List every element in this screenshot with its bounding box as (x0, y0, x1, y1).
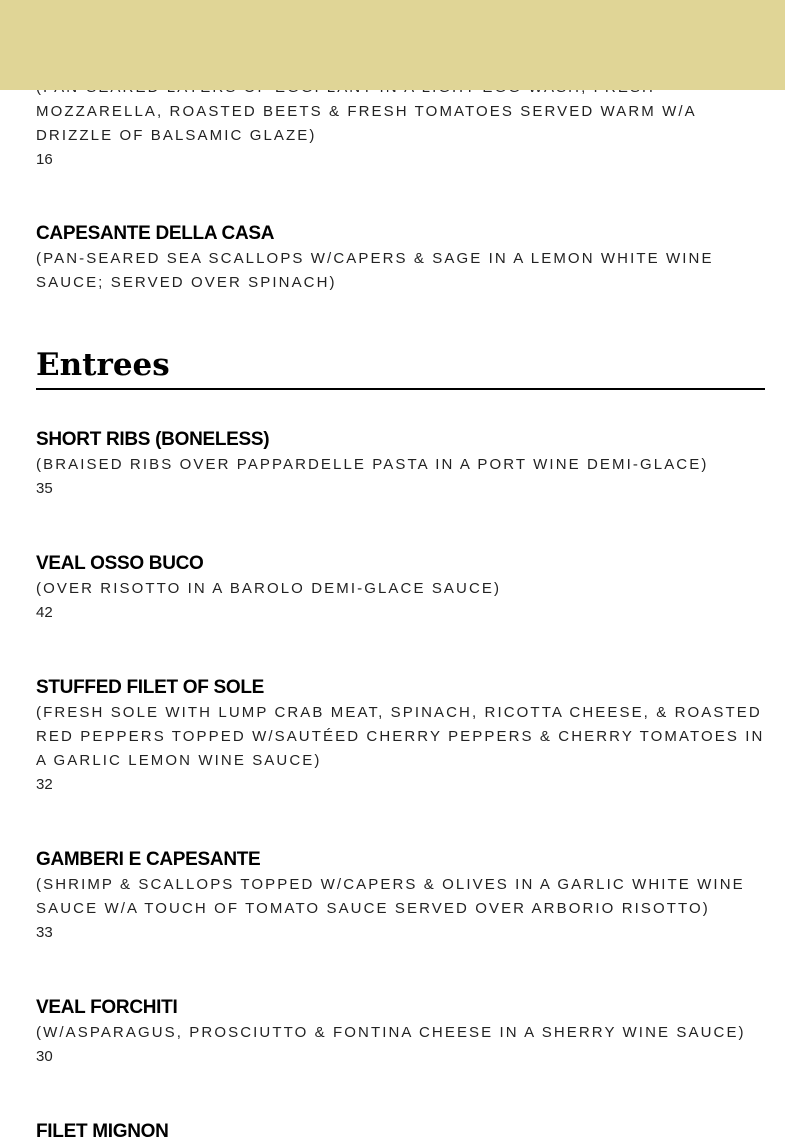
item-name: GAMBERI E CAPESANTE (36, 849, 261, 870)
item-description-line: RED PEPPERS TOPPED W/SAUTÉED CHERRY PEPPERS & CHERRY TOMATOES IN (36, 728, 765, 745)
item-description-line: (BRAISED RIBS OVER PAPPARDELLE PASTA IN A PORT WINE DEMI-GLACE) (36, 456, 709, 473)
menu-item-gamberi-capesante (36, 847, 746, 945)
item-description-line: (OVER RISOTTO IN A BAROLO DEMI-GLACE SAUCE) (36, 580, 502, 597)
section-title-entrees: Entrees (36, 345, 765, 390)
item-name: VEAL FORCHITI (36, 997, 178, 1018)
item-name: VEAL OSSO BUCO (36, 553, 204, 574)
menu-item-veal-forchiti (36, 995, 746, 1069)
item-name: SHORT RIBS (BONELESS) (36, 429, 270, 450)
menu-item-veal-osso-buco (36, 551, 746, 625)
item-price: 16 (36, 151, 53, 168)
header-bar (0, 0, 785, 90)
menu-item-capesante (36, 221, 746, 295)
menu-item-short-ribs (36, 427, 746, 501)
menu-item-stuffed-sole (36, 675, 765, 797)
item-price: 35 (36, 480, 53, 497)
item-description-line: (PAN-SEARED SEA SCALLOPS W/CAPERS & SAGE IN A LEMON WHITE WINE (36, 250, 714, 267)
item-price: 33 (36, 924, 53, 941)
item-description-line: DRIZZLE OF BALSAMIC GLAZE) (36, 127, 317, 144)
item-price: 42 (36, 604, 53, 621)
item-description-line: A GARLIC LEMON WINE SAUCE) (36, 752, 322, 769)
item-name: FILET MIGNON (36, 1121, 169, 1140)
item-description-line: MOZZARELLA, ROASTED BEETS & FRESH TOMATOES SERVED WARM W/A (36, 103, 697, 120)
menu-item-eggplant (36, 76, 746, 172)
item-price: 30 (36, 1048, 53, 1065)
item-description-line: (W/ASPARAGUS, PROSCIUTTO & FONTINA CHEESE IN A SHERRY WINE SAUCE) (36, 1024, 746, 1041)
item-description-line: (FRESH SOLE WITH LUMP CRAB MEAT, SPINACH, RICOTTA CHEESE, & ROASTED (36, 704, 762, 721)
item-description-line: SAUCE W/A TOUCH OF TOMATO SAUCE SERVED OVER ARBORIO RISOTTO) (36, 900, 710, 917)
item-description-line: SAUCE; SERVED OVER SPINACH) (36, 274, 337, 291)
item-price: 32 (36, 776, 53, 793)
item-name: STUFFED FILET OF SOLE (36, 677, 265, 698)
item-description-line: (SHRIMP & SCALLOPS TOPPED W/CAPERS & OLIVES IN A GARLIC WHITE WINE (36, 876, 745, 893)
item-name: CAPESANTE DELLA CASA (36, 223, 275, 244)
menu-item-filet-mignon (36, 1119, 746, 1140)
